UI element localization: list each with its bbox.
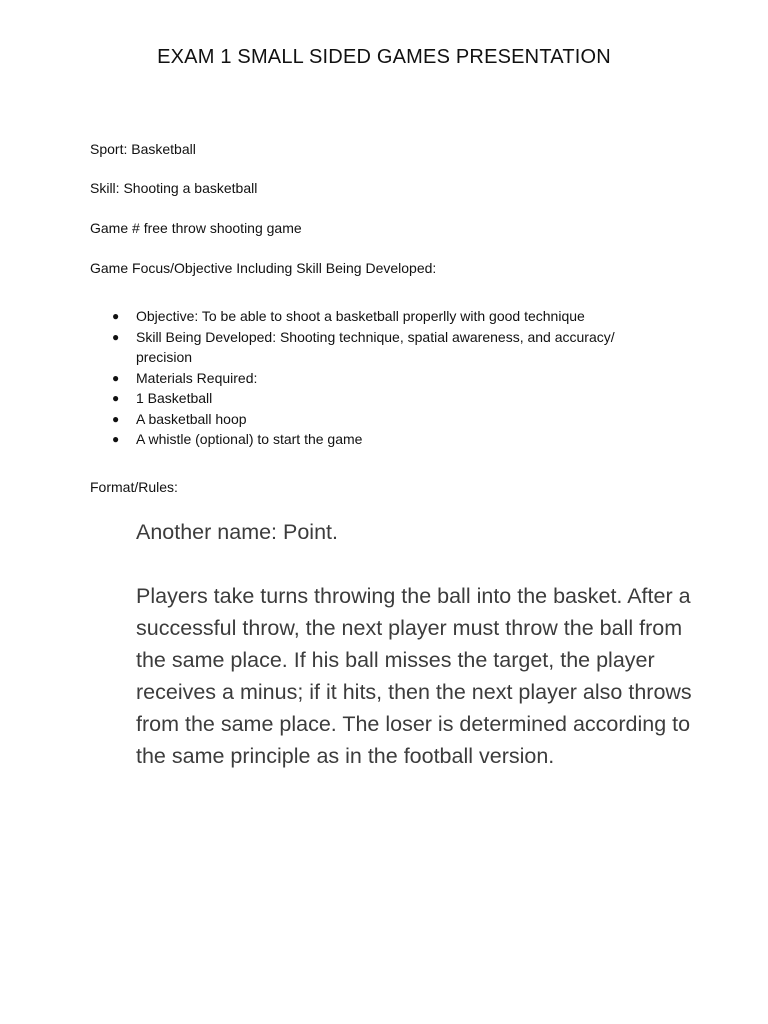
list-item bbox=[112, 429, 672, 450]
list-item bbox=[112, 388, 672, 409]
list-item bbox=[112, 306, 672, 327]
bullet-icon: ● bbox=[112, 432, 120, 446]
bullet-icon: ● bbox=[112, 411, 120, 426]
document-title: EXAM 1 SMALL SIDED GAMES PRESENTATION bbox=[157, 46, 611, 68]
bullet-icon: ● bbox=[112, 370, 120, 385]
list-item-text: A basketball hoop bbox=[136, 410, 247, 427]
rules-paragraph: Players take turns throwing the ball into the basket. After a successful throw, the next player must throw the ball from the same place. If his ball misses the target, the player receives a minus; if it hits, then the next player also throws from the same place. The loser is determined according to the same principle as in the football version. bbox=[136, 584, 692, 768]
another-name-text: Another name: Point. bbox=[136, 520, 338, 544]
bullet-icon: ● bbox=[112, 391, 120, 405]
list-item-text: 1 Basketball bbox=[136, 390, 213, 406]
list-item bbox=[112, 409, 672, 430]
list-item bbox=[112, 327, 672, 368]
game-line: Game # free throw shooting game bbox=[90, 220, 302, 236]
objective-list bbox=[112, 306, 672, 450]
format-heading: Format/Rules: bbox=[90, 479, 178, 495]
list-item bbox=[112, 368, 672, 389]
list-item-text: Materials Required: bbox=[136, 369, 258, 386]
list-item-text: A whistle (optional) to start the game bbox=[136, 431, 363, 447]
bullet-icon: ● bbox=[112, 329, 120, 344]
skill-line: Skill: Shooting a basketball bbox=[90, 180, 258, 196]
list-item-text: Objective: To be able to shoot a basketball properlly with good technique bbox=[136, 308, 585, 324]
bullet-icon: ● bbox=[112, 309, 120, 323]
list-item-text: Skill Being Developed: Shooting technique, spatial awareness, and accuracy/ precision bbox=[136, 328, 615, 365]
focus-heading: Game Focus/Objective Including Skill Being Developed: bbox=[90, 260, 437, 276]
sport-line: Sport: Basketball bbox=[90, 141, 196, 157]
